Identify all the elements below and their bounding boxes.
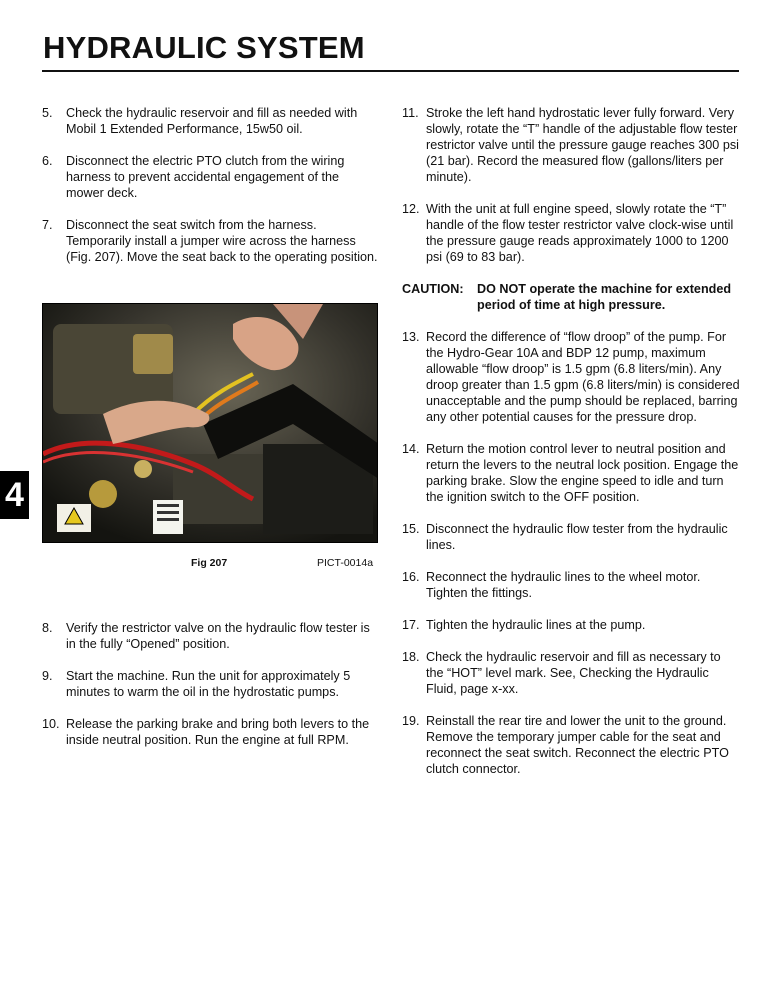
step-12: [402, 201, 740, 265]
step-number: 11.: [402, 106, 419, 120]
step-text: Reconnect the hydraulic lines to the wheel motor. Tighten the fittings.: [426, 570, 701, 600]
step-number: 13.: [402, 330, 420, 344]
step-number: 18.: [402, 650, 420, 664]
step-9: [42, 668, 378, 700]
step-text: Tighten the hydraulic lines at the pump.: [426, 618, 646, 632]
chapter-tab: 4: [0, 471, 29, 519]
step-19: [402, 713, 740, 777]
step-text: With the unit at full engine speed, slowly rotate the “T” handle of the flow tester restrictor valve clock-wise until the pressure gauge reads approximately 1000 to 1200 psi (69 to 83 bar).: [426, 202, 734, 264]
step-number: 16.: [402, 570, 420, 584]
figure-caption: Fig 207: [191, 557, 228, 569]
step-18: [402, 649, 740, 697]
step-text: Disconnect the seat switch from the harness. Temporarily install a jumper wire across the harness (Fig. 207). Move the seat back to the operating position.: [66, 218, 378, 264]
step-text: Check the hydraulic reservoir and fill as necessary to the “HOT” level mark. See, Checking the Hydraulic Fluid, page x-xx.: [426, 650, 721, 696]
caution-label: CAUTION:: [402, 282, 464, 296]
caution-text: DO NOT operate the machine for extended period of time at high pressure.: [477, 282, 732, 312]
step-number: 5.: [42, 106, 53, 120]
step-6: [42, 153, 378, 201]
right-column: [402, 105, 740, 777]
step-16: [402, 569, 740, 601]
step-number: 12.: [402, 202, 420, 216]
step-number: 9.: [42, 669, 53, 683]
step-5: [42, 105, 378, 137]
step-text: Return the motion control lever to neutral position and return the levers to the neutral lock position. Engage the parking brake. Slow the engine speed to idle and turn the ignition switch to the OFF position.: [426, 442, 739, 504]
step-number: 15.: [402, 522, 420, 536]
left-column-top: [42, 105, 378, 265]
step-text: Disconnect the hydraulic flow tester from the hydraulic lines.: [426, 522, 728, 552]
step-number: 14.: [402, 442, 420, 456]
step-text: Record the difference of “flow droop” of the pump. For the Hydro-Gear 10A and BDP 12 pump, maximum allowable “flow droop” is 1.5 gpm (6.8 liters/min). Any droop greater than 1.5 gpm (6.8 liters/min) is considered unacceptable and the pump should be replaced, barring any other potential causes for the pressure drop.: [426, 330, 740, 424]
figure-207-photo: [42, 303, 378, 543]
step-13: [402, 329, 740, 425]
left-column-bottom: [42, 620, 378, 748]
step-number: 17.: [402, 618, 420, 632]
step-text: Check the hydraulic reservoir and fill as needed with Mobil 1 Extended Performance, 15w50 oil.: [66, 106, 358, 136]
title-rule: [42, 70, 739, 72]
step-text: Verify the restrictor valve on the hydraulic flow tester is in the fully “Opened” position.: [66, 621, 370, 651]
caution-note: [402, 281, 740, 313]
step-text: Stroke the left hand hydrostatic lever fully forward. Very slowly, rotate the “T” handle of the adjustable flow tester restrictor valve until the pressure gauge reaches 300 psi (21 bar). Record the measured flow (gallons/liters per minute).: [426, 106, 739, 184]
step-number: 8.: [42, 621, 53, 635]
step-11: [402, 105, 740, 185]
step-number: 6.: [42, 154, 53, 168]
step-text: Disconnect the electric PTO clutch from the wiring harness to prevent accidental engagement of the mower deck.: [66, 154, 345, 200]
step-8: [42, 620, 378, 652]
step-15: [402, 521, 740, 553]
step-14: [402, 441, 740, 505]
step-7: [42, 217, 378, 265]
step-10: [42, 716, 378, 748]
figure-code: PICT-0014a: [317, 557, 374, 569]
step-text: Reinstall the rear tire and lower the unit to the ground. Remove the temporary jumper cable for the seat and reconnect the seat switch. Reconnect the electric PTO clutch connector.: [426, 714, 729, 776]
step-17: [402, 617, 740, 633]
step-number: 7.: [42, 218, 53, 232]
step-number: 19.: [402, 714, 420, 728]
step-text: Start the machine. Run the unit for approximately 5 minutes to warm the oil in the hydrostatic pumps.: [66, 669, 351, 699]
step-number: 10.: [42, 717, 60, 731]
page-title: HYDRAULIC SYSTEM: [43, 30, 365, 65]
step-text: Release the parking brake and bring both levers to the inside neutral position. Run the engine at full RPM.: [66, 717, 370, 747]
